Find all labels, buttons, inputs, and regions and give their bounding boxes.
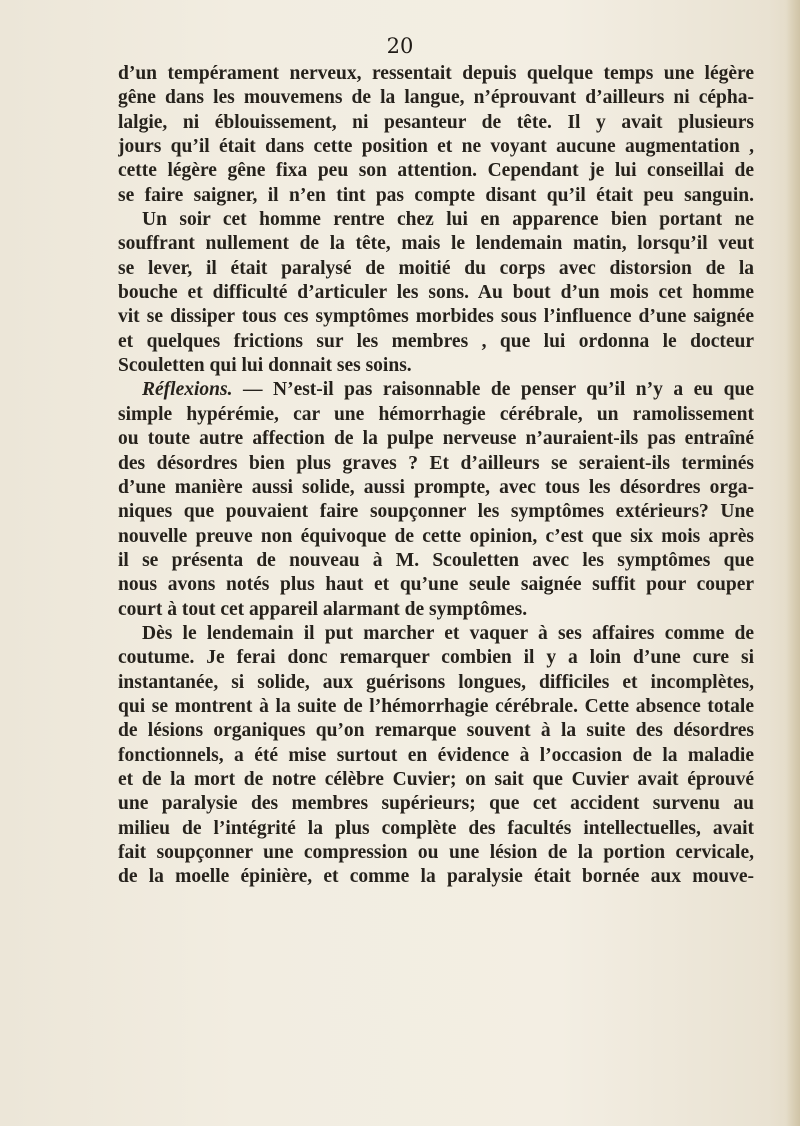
text-line-25: coutume. Je ferai donc remarquer combien il y a loin d’une cure si <box>118 647 754 669</box>
text-line-22: nous avons notés plus haut et qu’une seule saignée suffit pour couper <box>118 574 754 596</box>
text-line-9: se lever, il était paralysé de moitié du corps avec distorsion de la <box>118 257 754 279</box>
text-line-34: de la moelle épinière, et comme la paralysie était bornée aux mouve- <box>118 866 754 888</box>
text-line-10: bouche et difficulté d’articuler les sons. Au bout d’un mois cet homme <box>118 282 754 304</box>
text-line-28: de lésions organiques qu’on remarque souvent à la suite des désordres <box>118 720 754 742</box>
page-edge <box>786 0 800 1126</box>
text-line-20: nouvelle preuve non équivoque de cette opinion, c’est que six mois après <box>118 525 754 547</box>
text-line-31: une paralysie des membres supérieurs; que cet accident survenu au <box>118 793 754 815</box>
text-line-4: jours qu’il était dans cette position et ne voyant aucune augmentation , <box>118 136 754 158</box>
text-line-18: d’une manière aussi solide, aussi prompte, avec tous les désordres orga- <box>118 476 754 498</box>
text-line-30: et de la mort de notre célèbre Cuvier; on sait que Cuvier avait éprouvé <box>118 768 754 790</box>
text-line-2: gêne dans les mouvemens de la langue, n’éprouvant d’ailleurs ni cépha- <box>118 87 754 109</box>
text-line-6: se faire saigner, il n’en tint pas compte disant qu’il était peu sanguin. <box>118 184 754 206</box>
text-line-24: Dès le lendemain il put marcher et vaquer à ses affaires comme de <box>142 622 754 644</box>
text-line-12: et quelques frictions sur les membres , que lui ordonna le docteur <box>118 330 754 352</box>
text-line-33: fait soupçonner une compression ou une lésion de la portion cervicale, <box>118 842 754 863</box>
reflexions-text: — N’est-il pas raisonnable de penser qu’il n’y a eu que <box>242 379 754 401</box>
text-line-8: souffrant nullement de la tête, mais le lendemain matin, lorsqu’il veut <box>118 233 754 255</box>
text-line-21: il se présenta de nouveau à M. Scouletten avec les symptômes que <box>118 549 754 571</box>
reflexions-label: Réflexions. <box>142 379 233 401</box>
text-line-32: milieu de l’intégrité la plus complète des facultés intellectuelles, avait <box>118 817 754 839</box>
text-line-19: niques que pouvaient faire soupçonner les symptômes extérieurs? Une <box>118 501 754 523</box>
text-line-3: lalgie, ni éblouissement, ni pesanteur de tête. Il y avait plusieurs <box>118 111 754 133</box>
text-line-27: qui se montrent à la suite de l’hémorrhagie cérébrale. Cette absence totale <box>118 695 754 717</box>
text-line-15: simple hypérémie, car une hémorrhagie cérébrale, un ramolissement <box>118 403 754 425</box>
text-line-5: cette légère gêne fixa peu son attention. Cependant je lui conseillai de <box>118 160 754 182</box>
text-line-14 <box>118 378 754 402</box>
text-line-29: fonctionnels, a été mise surtout en évidence à l’occasion de la maladie <box>118 744 754 766</box>
text-line-26: instantanée, si solide, aux guérisons longues, difficiles et incomplètes, <box>118 671 754 693</box>
text-line-7: Un soir cet homme rentre chez lui en apparence bien portant ne <box>142 209 754 231</box>
page-number: 20 <box>386 34 414 58</box>
text-line-1: d’un tempérament nerveux, ressentait depuis quelque temps une légère <box>118 63 754 84</box>
text-line-16: ou toute autre affection de la pulpe nerveuse n’auraient-ils pas entraîné <box>118 428 754 450</box>
text-line-11: vit se dissiper tous ces symptômes morbides sous l’influence d’une saignée <box>118 306 754 328</box>
text-line-17: des désordres bien plus graves ? Et d’ailleurs se seraient-ils terminés <box>118 452 754 474</box>
text-line-13: Scouletten qui lui donnait ses soins. <box>118 355 412 377</box>
text-line-23: court à tout cet appareil alarmant de symptômes. <box>118 598 528 620</box>
body-text <box>118 62 754 890</box>
